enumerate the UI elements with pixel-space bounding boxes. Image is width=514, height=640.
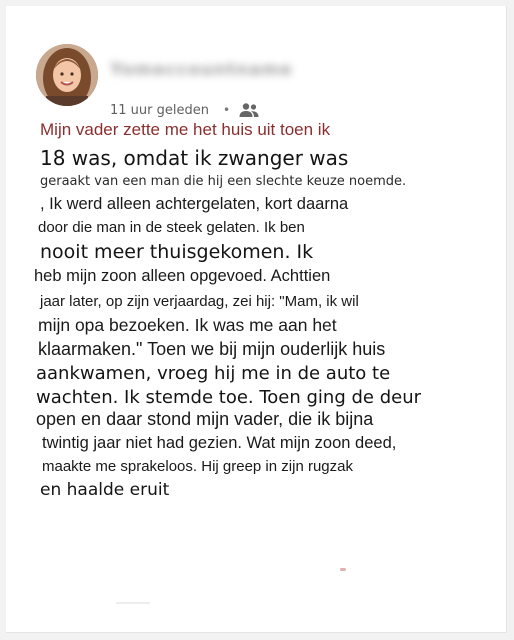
background-mark [340, 568, 346, 571]
post-text-line: door die man in de steek gelaten. Ik ben [38, 219, 305, 236]
post-text-line: nooit meer thuisgekomen. Ik [40, 241, 314, 263]
post-text-line: mijn opa bezoeken. Ik was me aan het [38, 315, 337, 335]
background-mark [116, 602, 150, 604]
post-text-line: maakte me sprakeloos. Hij greep in zijn rugzak [42, 458, 353, 475]
post-text-line: en haalde eruit [40, 480, 170, 500]
post-text-line: , Ik werd alleen achtergelaten, kort daarna [40, 195, 349, 213]
post-text-line: aankwamen, vroeg hij me in de auto te [36, 363, 391, 384]
post-text-line: twintig jaar niet had gezien. Wat mijn zoon deed, [42, 434, 397, 452]
post-card [6, 6, 507, 633]
people-icon [238, 102, 260, 118]
post-text-line: jaar later, op zijn verjaardag, zei hij: "Mam, ik wil [40, 293, 359, 310]
post-title-line: Mijn vader zette me het huis uit toen ik [40, 120, 331, 139]
post-text-line: wachten. Ik stemde toe. Toen ging de deur [36, 387, 422, 408]
post-text-line: klaarmaken." Toen we bij mijn ouderlijk huis [38, 339, 386, 359]
username[interactable]: Yomeccountname [110, 60, 293, 80]
post-timestamp[interactable]: 11 uur geleden [110, 102, 209, 118]
post-text-line: heb mijn zoon alleen opgevoed. Achttien [34, 267, 331, 285]
post-meta [110, 102, 260, 118]
avatar[interactable] [36, 44, 98, 106]
meta-separator: • [222, 103, 231, 117]
post-text-line: geraakt van een man die hij een slechte keuze noemde. [40, 174, 407, 189]
post-text-line: open en daar stond mijn vader, die ik bijna [36, 409, 374, 429]
post-text-line: 18 was, omdat ik zwanger was [40, 146, 349, 170]
